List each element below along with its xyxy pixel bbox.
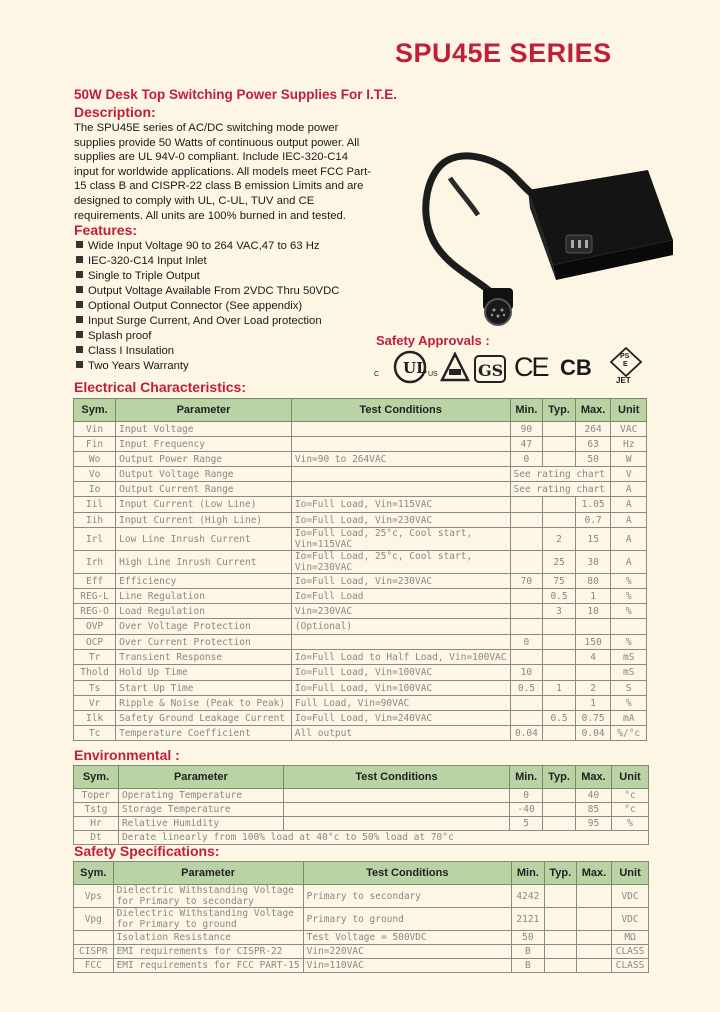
table-cell: Vin=90 to 264VAC xyxy=(291,452,510,467)
table-cell: %/°c xyxy=(611,726,647,741)
table-row xyxy=(74,604,647,619)
table-cell: Primary to ground xyxy=(303,908,511,931)
feature-item: Optional Output Connector (See appendix) xyxy=(74,299,339,314)
table-cell: Dielectric Withstanding Voltage for Primary to secondary xyxy=(113,885,303,908)
table-cell: Output Power Range xyxy=(116,452,292,467)
table-cell xyxy=(543,817,576,831)
table-cell xyxy=(510,589,543,604)
col-header: Test Conditions xyxy=(303,862,511,885)
table-cell: A xyxy=(611,482,647,497)
col-header: Sym. xyxy=(74,399,116,422)
table-cell: Input Current (High Line) xyxy=(116,513,292,528)
cell-symbol: OCP xyxy=(74,635,116,650)
table-cell: 150 xyxy=(575,635,611,650)
table-cell: mS xyxy=(611,665,647,681)
col-header: Test Conditions xyxy=(283,766,509,789)
environmental-heading: Environmental : xyxy=(74,747,180,763)
table-cell: 10 xyxy=(575,604,611,619)
table-cell xyxy=(576,885,611,908)
table-cell: % xyxy=(611,635,647,650)
table-cell: S xyxy=(611,681,647,696)
table-cell xyxy=(291,422,510,437)
table-cell: Operating Temperature xyxy=(118,789,283,803)
feature-item: Class I Insulation xyxy=(74,344,339,359)
cell-symbol: Vps xyxy=(74,885,114,908)
svg-text:GS: GS xyxy=(478,361,504,380)
description-text: The SPU45E series of AC/DC switching mode power supplies provide 50 Watts of continuous output power. All supplies are UL 94V-0 compliant. Include IEC-320-C14 input for worldwide applications. All models meet FCC Part-15 class B and CISPR-22 class B emission Limits and are designed to comply with UL, C-UL, TUV and CE requirements. All units are 100% burned in and tested. xyxy=(74,122,371,222)
table-cell xyxy=(543,650,576,665)
table-cell: 70 xyxy=(510,574,543,589)
cell-symbol: Toper xyxy=(74,789,119,803)
table-cell xyxy=(543,497,576,513)
gs-logo xyxy=(473,353,507,385)
table-cell: VAC xyxy=(611,422,647,437)
feature-item: Wide Input Voltage 90 to 264 VAC,47 to 63 Hz xyxy=(74,239,339,254)
table-cell: 1.05 xyxy=(575,497,611,513)
table-row xyxy=(74,945,649,959)
cell-symbol: Wo xyxy=(74,452,116,467)
feature-item: Input Surge Current, And Over Load protection xyxy=(74,314,339,329)
table-row xyxy=(74,650,647,665)
table-cell: Io=Full Load, Vin=100VAC xyxy=(291,681,510,696)
table-cell: 30 xyxy=(575,551,611,574)
table-cell xyxy=(510,528,543,551)
safety-specs-heading: Safety Specifications: xyxy=(74,843,220,859)
features-list xyxy=(74,239,339,374)
table-cell: 47 xyxy=(510,437,543,452)
table-cell: 2121 xyxy=(512,908,545,931)
table-cell: Io=Full Load, Vin=240VAC xyxy=(291,711,510,726)
table-cell: 95 xyxy=(576,817,612,831)
electrical-heading: Electrical Characteristics: xyxy=(74,379,246,395)
table-cell: All output xyxy=(291,726,510,741)
cell-symbol: REG-L xyxy=(74,589,116,604)
table-cell xyxy=(283,817,509,831)
table-cell: 5 xyxy=(510,817,543,831)
table-cell: % xyxy=(611,696,647,711)
table-row xyxy=(74,696,647,711)
table-cell: 2 xyxy=(575,681,611,696)
table-cell xyxy=(510,619,543,635)
table-cell xyxy=(543,422,576,437)
cell-symbol: Tc xyxy=(74,726,116,741)
table-cell xyxy=(543,803,576,817)
table-cell: Transient Response xyxy=(116,650,292,665)
cell-symbol: Irh xyxy=(74,551,116,574)
col-header: Sym. xyxy=(74,766,119,789)
table-cell: 4 xyxy=(575,650,611,665)
table-cell: 0.75 xyxy=(575,711,611,726)
table-cell xyxy=(543,789,576,803)
cell-symbol: CISPR xyxy=(74,945,114,959)
col-header: Test Conditions xyxy=(291,399,510,422)
col-header: Max. xyxy=(575,399,611,422)
table-cell xyxy=(576,959,611,973)
table-row xyxy=(74,803,649,817)
table-cell: Load Regulation xyxy=(116,604,292,619)
table-cell: Start Up Time xyxy=(116,681,292,696)
series-title: SPU45E SERIES xyxy=(395,38,612,68)
table-cell: 50 xyxy=(575,452,611,467)
table-row xyxy=(74,711,647,726)
cell-symbol: Vpg xyxy=(74,908,114,931)
table-cell: (Optional) xyxy=(291,619,510,635)
table-cell: Io=Full Load, 25°c, Cool start, Vin=115VAC xyxy=(291,528,510,551)
table-cell xyxy=(576,945,611,959)
col-header: Typ. xyxy=(544,862,576,885)
table-cell: 85 xyxy=(576,803,612,817)
table-cell xyxy=(283,789,509,803)
subtitle: 50W Desk Top Switching Power Supplies For I.T.E. xyxy=(74,87,398,102)
table-cell: Io=Full Load xyxy=(291,589,510,604)
cell-symbol: Vin xyxy=(74,422,116,437)
table-row xyxy=(74,619,647,635)
col-header: Max. xyxy=(576,862,611,885)
cell-symbol: Hr xyxy=(74,817,119,831)
cell-symbol: Tstg xyxy=(74,803,119,817)
table-cell: Vin=220VAC xyxy=(303,945,511,959)
table-cell: 10 xyxy=(510,665,543,681)
us-mark: US xyxy=(428,371,438,378)
table-cell: °c xyxy=(611,789,648,803)
svg-text:UL: UL xyxy=(403,359,427,377)
cb-logo: CB xyxy=(560,355,592,380)
table-row xyxy=(74,789,649,803)
col-header: Sym. xyxy=(74,862,114,885)
feature-item: Output Voltage Available From 2VDC Thru 50VDC xyxy=(74,284,339,299)
table-cell: Input Current (Low Line) xyxy=(116,497,292,513)
table-cell: See rating chart xyxy=(510,482,611,497)
table-cell: 2 xyxy=(543,528,576,551)
table-cell: Line Regulation xyxy=(116,589,292,604)
table-row xyxy=(74,931,649,945)
table-cell: 3 xyxy=(543,604,576,619)
table-cell: A xyxy=(611,528,647,551)
cell-symbol: REG-O xyxy=(74,604,116,619)
table-cell xyxy=(543,437,576,452)
table-row xyxy=(74,681,647,696)
col-header: Unit xyxy=(611,399,647,422)
table-row xyxy=(74,482,647,497)
table-cell xyxy=(291,482,510,497)
table-cell: 0 xyxy=(510,635,543,650)
col-header: Unit xyxy=(611,766,648,789)
table-cell: CLASS xyxy=(612,945,649,959)
table-cell: 1 xyxy=(575,589,611,604)
table-cell: Isolation Resistance xyxy=(113,931,303,945)
table-cell: 80 xyxy=(575,574,611,589)
table-row xyxy=(74,422,647,437)
table-row xyxy=(74,437,647,452)
power-adapter-image xyxy=(388,130,678,330)
table-row xyxy=(74,513,647,528)
c-mark: C xyxy=(374,371,380,378)
col-header: Max. xyxy=(576,766,612,789)
cell-symbol: Ilk xyxy=(74,711,116,726)
table-cell: 1 xyxy=(543,681,576,696)
table-cell: Test Voltage = 500VDC xyxy=(303,931,511,945)
table-cell xyxy=(510,696,543,711)
table-cell xyxy=(510,711,543,726)
table-cell: 0.5 xyxy=(543,589,576,604)
table-cell: Storage Temperature xyxy=(118,803,283,817)
table-cell: MΩ xyxy=(612,931,649,945)
table-cell xyxy=(544,908,576,931)
cell-symbol: FCC xyxy=(74,959,114,973)
table-cell: Output Voltage Range xyxy=(116,467,292,482)
table-cell: °c xyxy=(611,803,648,817)
feature-item: IEC-320-C14 Input Inlet xyxy=(74,254,339,269)
table-row xyxy=(74,551,647,574)
table-row xyxy=(74,817,649,831)
table-cell xyxy=(510,551,543,574)
table-cell: 4242 xyxy=(512,885,545,908)
table-cell: VDC xyxy=(612,885,649,908)
ce-logo: CE xyxy=(514,352,548,382)
table-cell: 264 xyxy=(575,422,611,437)
cell-symbol: Iil xyxy=(74,497,116,513)
table-cell xyxy=(510,497,543,513)
table-cell xyxy=(544,931,576,945)
table-cell: Over Voltage Protection xyxy=(116,619,292,635)
col-header: Typ. xyxy=(543,399,576,422)
pse-e-text: E xyxy=(623,361,628,368)
table-cell xyxy=(291,467,510,482)
table-cell: B xyxy=(512,945,545,959)
table-cell: 0 xyxy=(510,452,543,467)
safety-approvals-label: Safety Approvals : xyxy=(376,333,490,348)
table-cell: Io=Full Load, 25°c, Cool start, Vin=230VAC xyxy=(291,551,510,574)
table-cell xyxy=(543,665,576,681)
table-cell: Output Current Range xyxy=(116,482,292,497)
col-header: Parameter xyxy=(118,766,283,789)
feature-item: Two Years Warranty xyxy=(74,359,339,374)
col-header: Parameter xyxy=(113,862,303,885)
table-row xyxy=(74,589,647,604)
table-cell: 0.04 xyxy=(510,726,543,741)
table-cell xyxy=(510,650,543,665)
table-cell: CLASS xyxy=(612,959,649,973)
cell-symbol: Vr xyxy=(74,696,116,711)
cell-symbol: Irl xyxy=(74,528,116,551)
table-cell: W xyxy=(611,452,647,467)
table-cell: Hz xyxy=(611,437,647,452)
table-cell xyxy=(611,619,647,635)
safety-specs-table xyxy=(73,861,649,973)
table-cell: A xyxy=(611,551,647,574)
table-row xyxy=(74,959,649,973)
table-row xyxy=(74,885,649,908)
table-cell: mS xyxy=(611,650,647,665)
table-cell: % xyxy=(611,604,647,619)
table-cell: Vin=230VAC xyxy=(291,604,510,619)
electrical-table xyxy=(73,398,647,741)
table-cell xyxy=(543,696,576,711)
table-row xyxy=(74,908,649,931)
table-cell xyxy=(510,604,543,619)
col-header: Min. xyxy=(510,399,543,422)
col-header: Parameter xyxy=(116,399,292,422)
table-cell xyxy=(543,452,576,467)
table-cell: Efficiency xyxy=(116,574,292,589)
table-cell: mA xyxy=(611,711,647,726)
table-cell: Io=Full Load, Vin=230VAC xyxy=(291,513,510,528)
col-header: Min. xyxy=(512,862,545,885)
tuv-logo xyxy=(440,352,470,384)
table-cell: -40 xyxy=(510,803,543,817)
table-row xyxy=(74,452,647,467)
table-row xyxy=(74,467,647,482)
table-cell xyxy=(544,885,576,908)
table-cell: Input Voltage xyxy=(116,422,292,437)
pse-text: PS xyxy=(620,353,630,360)
table-cell xyxy=(543,619,576,635)
ul-logo xyxy=(374,349,438,387)
table-cell xyxy=(543,635,576,650)
table-cell: Relative Humidity xyxy=(118,817,283,831)
table-cell: Full Load, Vin=90VAC xyxy=(291,696,510,711)
feature-item: Splash proof xyxy=(74,329,339,344)
table-cell: % xyxy=(611,817,648,831)
table-cell: Ripple & Noise (Peak to Peak) xyxy=(116,696,292,711)
cell-symbol xyxy=(74,931,114,945)
table-cell: 50 xyxy=(512,931,545,945)
table-cell xyxy=(576,908,611,931)
table-cell: 63 xyxy=(575,437,611,452)
table-cell: EMI requirements for FCC PART-15 xyxy=(113,959,303,973)
table-cell xyxy=(543,513,576,528)
table-cell: Over Current Protection xyxy=(116,635,292,650)
table-cell: Primary to secondary xyxy=(303,885,511,908)
table-cell: Hold Up Time xyxy=(116,665,292,681)
environmental-table xyxy=(73,765,649,845)
table-cell: Io=Full Load, Vin=100VAC xyxy=(291,665,510,681)
table-cell xyxy=(510,513,543,528)
table-cell xyxy=(544,959,576,973)
jet-text: JET xyxy=(616,376,631,385)
table-cell xyxy=(544,945,576,959)
table-cell: % xyxy=(611,589,647,604)
table-cell: A xyxy=(611,497,647,513)
table-cell: Io=Full Load to Half Load, Vin=100VAC xyxy=(291,650,510,665)
col-header: Unit xyxy=(612,862,649,885)
table-row xyxy=(74,574,647,589)
table-cell: 0 xyxy=(510,789,543,803)
col-header: Typ. xyxy=(543,766,576,789)
table-cell: Temperature Coefficient xyxy=(116,726,292,741)
table-cell: 90 xyxy=(510,422,543,437)
table-cell xyxy=(291,437,510,452)
table-cell: 0.5 xyxy=(543,711,576,726)
pse-jet-logo xyxy=(608,347,644,389)
table-cell: 25 xyxy=(543,551,576,574)
feature-item: Single to Triple Output xyxy=(74,269,339,284)
table-cell: Vin=110VAC xyxy=(303,959,511,973)
table-cell: VDC xyxy=(612,908,649,931)
table-cell: A xyxy=(611,513,647,528)
table-row xyxy=(74,497,647,513)
table-cell: See rating chart xyxy=(510,467,611,482)
table-cell: Io=Full Load, Vin=115VAC xyxy=(291,497,510,513)
table-cell: 75 xyxy=(543,574,576,589)
description-heading: Description: xyxy=(74,104,156,120)
cell-symbol: Fin xyxy=(74,437,116,452)
table-cell: 0.5 xyxy=(510,681,543,696)
table-cell xyxy=(543,726,576,741)
table-cell xyxy=(575,619,611,635)
cell-symbol: Vo xyxy=(74,467,116,482)
table-row xyxy=(74,528,647,551)
derate-note: Derate linearly from 100% load at 40°c to 50% load at 70°c xyxy=(118,831,648,845)
cell-symbol: Iih xyxy=(74,513,116,528)
col-header: Min. xyxy=(510,766,543,789)
cell-symbol: Ts xyxy=(74,681,116,696)
cell-symbol: Thold xyxy=(74,665,116,681)
table-row xyxy=(74,635,647,650)
table-cell: Safety Ground Leakage Current xyxy=(116,711,292,726)
table-cell: 40 xyxy=(576,789,612,803)
table-cell xyxy=(283,803,509,817)
table-cell xyxy=(576,931,611,945)
table-cell: % xyxy=(611,574,647,589)
table-cell: Input Frequency xyxy=(116,437,292,452)
table-cell: 1 xyxy=(575,696,611,711)
table-cell: 0.04 xyxy=(575,726,611,741)
table-cell: Low Line Inrush Current xyxy=(116,528,292,551)
cell-symbol: Io xyxy=(74,482,116,497)
table-row xyxy=(74,665,647,681)
table-row xyxy=(74,726,647,741)
cell-symbol: Tr xyxy=(74,650,116,665)
table-cell: 0.7 xyxy=(575,513,611,528)
table-cell: EMI requirements for CISPR-22 xyxy=(113,945,303,959)
table-cell xyxy=(575,665,611,681)
cell-symbol: Eff xyxy=(74,574,116,589)
table-cell: High Line Inrush Current xyxy=(116,551,292,574)
table-cell: Io=Full Load, Vin=230VAC xyxy=(291,574,510,589)
table-cell: B xyxy=(512,959,545,973)
table-cell: Dielectric Withstanding Voltage for Primary to ground xyxy=(113,908,303,931)
table-cell: V xyxy=(611,467,647,482)
table-cell xyxy=(291,635,510,650)
cell-symbol: Dt xyxy=(74,831,119,845)
table-cell: 15 xyxy=(575,528,611,551)
features-heading: Features: xyxy=(74,222,138,238)
cell-symbol: OVP xyxy=(74,619,116,635)
